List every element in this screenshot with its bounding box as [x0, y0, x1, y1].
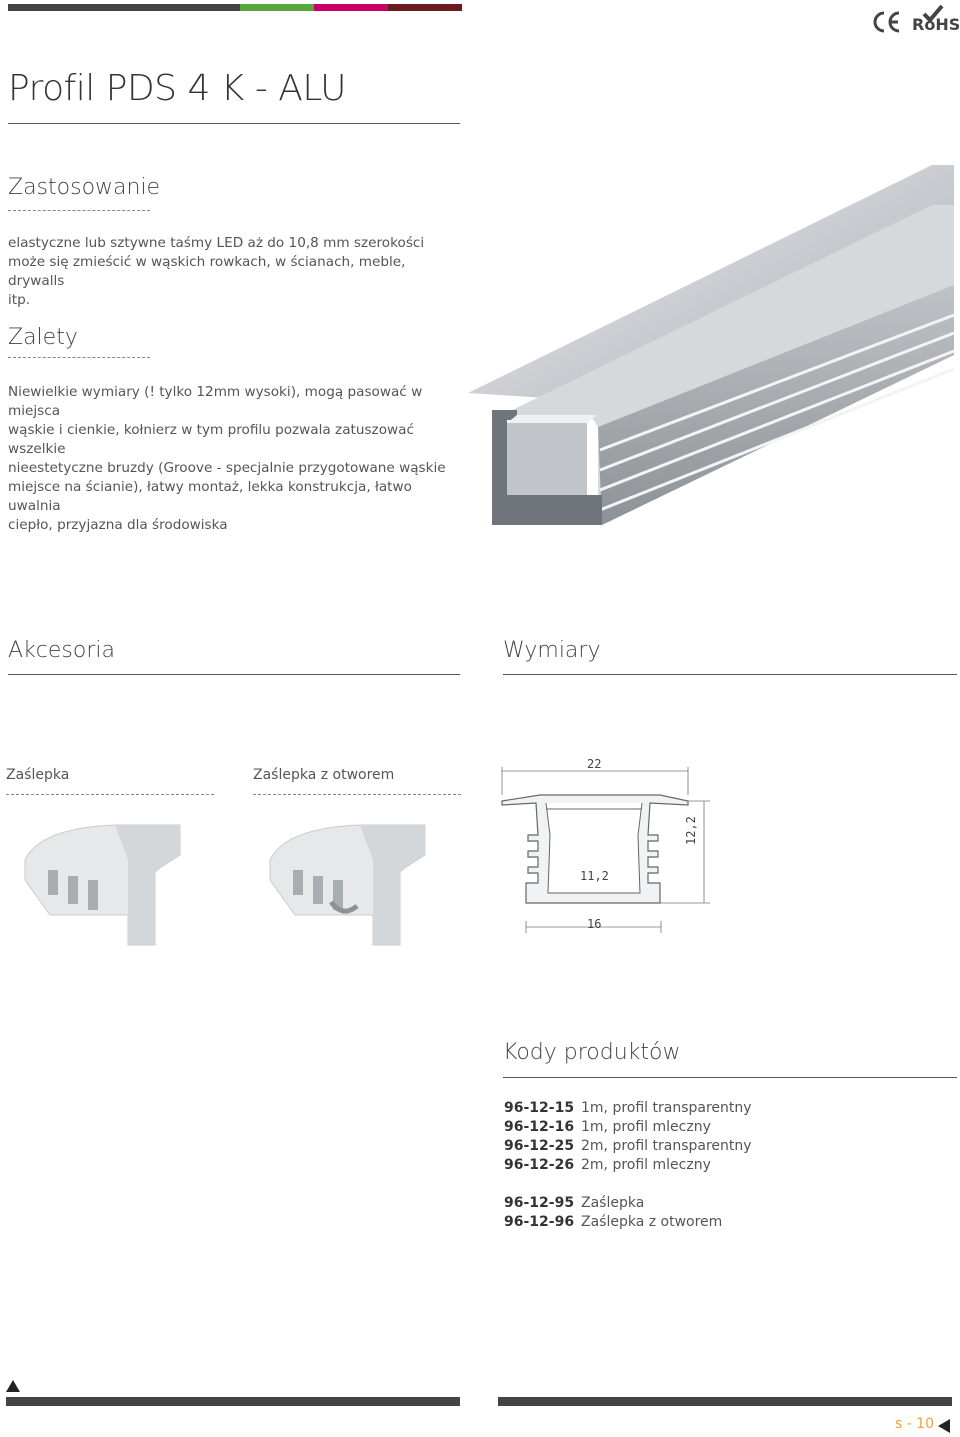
- section-heading-zalety: Zalety: [8, 325, 78, 350]
- product-desc: 2m, profil transparentny: [581, 1138, 752, 1154]
- section-heading-zastosowanie: Zastosowanie: [8, 175, 161, 200]
- section-heading-akcesoria: Akcesoria: [8, 638, 115, 663]
- product-code-row: [504, 1099, 752, 1118]
- ce-mark-icon: [872, 10, 902, 34]
- arrow-up-icon[interactable]: [6, 1377, 20, 1389]
- product-desc: Zaślepka: [581, 1195, 645, 1211]
- page-number: s - 10: [895, 1416, 935, 1432]
- text-line: może się zmieścić w wąskich rowkach, w ścianach, meble, drywalls: [8, 254, 406, 289]
- page-title: Profil PDS 4 K - ALU: [8, 68, 347, 109]
- zastosowanie-text: [8, 234, 460, 310]
- text-line: elastyczne lub sztywne taśmy LED aż do 10,8 mm szerokości: [8, 235, 425, 251]
- end-cap-with-hole-image: [265, 820, 435, 950]
- product-codes-group-2: [504, 1194, 722, 1232]
- product-code: 96-12-25: [504, 1138, 575, 1154]
- product-codes-group-1: [504, 1099, 752, 1175]
- dimensions-drawing: [498, 755, 713, 935]
- text-line: miejsce na ścianie), łatwy montaż, lekka konstrukcja, łatwo uwalnia: [8, 479, 412, 514]
- section-heading-wymiary: Wymiary: [503, 638, 601, 663]
- top-bar-maroon: [388, 4, 462, 11]
- product-desc: 1m, profil transparentny: [581, 1100, 752, 1116]
- product-code: 96-12-15: [504, 1100, 575, 1116]
- top-bar-gray: [8, 4, 240, 11]
- product-code: 96-12-26: [504, 1157, 575, 1173]
- accessory-label-zaslepka: Zaślepka: [6, 767, 70, 783]
- product-code: 96-12-96: [504, 1214, 575, 1230]
- text-line: nieestetyczne bruzdy (Groove - specjalnie przygotowane wąskie: [8, 460, 446, 476]
- text-line: itp.: [8, 292, 31, 308]
- product-desc: Zaślepka z otworem: [581, 1214, 723, 1230]
- top-bar-pink: [314, 4, 388, 11]
- wymiary-rule: [503, 674, 957, 675]
- product-code-row: [504, 1213, 722, 1232]
- product-desc: 1m, profil mleczny: [581, 1119, 711, 1135]
- text-line: Niewielkie wymiary (! tylko 12mm wysoki), mogą pasować w miejsca: [8, 384, 423, 419]
- top-bar-green: [240, 4, 314, 11]
- dashed-divider: [253, 794, 461, 795]
- profile-product-image: [462, 165, 954, 535]
- bottom-bar-right: [498, 1397, 952, 1406]
- dashed-divider: [6, 794, 214, 795]
- dimension-bottom: 16: [587, 917, 602, 931]
- dashed-divider: [8, 210, 150, 211]
- title-rule: [8, 123, 460, 124]
- dimension-top: 22: [587, 757, 602, 771]
- product-code-row: [504, 1118, 752, 1137]
- dashed-divider: [8, 357, 150, 358]
- product-desc: 2m, profil mleczny: [581, 1157, 711, 1173]
- section-heading-kody: Kody produktów: [503, 1040, 681, 1065]
- bottom-bar-left: [6, 1397, 460, 1406]
- product-code-row: [504, 1156, 752, 1175]
- zalety-text: [8, 383, 460, 535]
- product-code-row: [504, 1137, 752, 1156]
- text-line: ciepło, przyjazna dla środowiska: [8, 517, 228, 533]
- product-code-row: [504, 1194, 722, 1213]
- text-line: wąskie i cienkie, kołnierz w tym profilu pozwala zatuszować wszelkie: [8, 422, 414, 457]
- rohs-mark-icon: RoHS: [908, 4, 956, 34]
- accessory-label-zaslepka-z-otworem: Zaślepka z otworem: [253, 767, 395, 783]
- end-cap-image: [20, 820, 190, 950]
- dimension-height: 12,2: [684, 816, 698, 845]
- arrow-left-icon[interactable]: [938, 1418, 950, 1432]
- akcesoria-rule: [8, 674, 460, 675]
- dimension-inner: 11,2: [580, 869, 609, 883]
- product-code: 96-12-16: [504, 1119, 575, 1135]
- product-code: 96-12-95: [504, 1195, 575, 1211]
- kody-rule: [503, 1077, 957, 1078]
